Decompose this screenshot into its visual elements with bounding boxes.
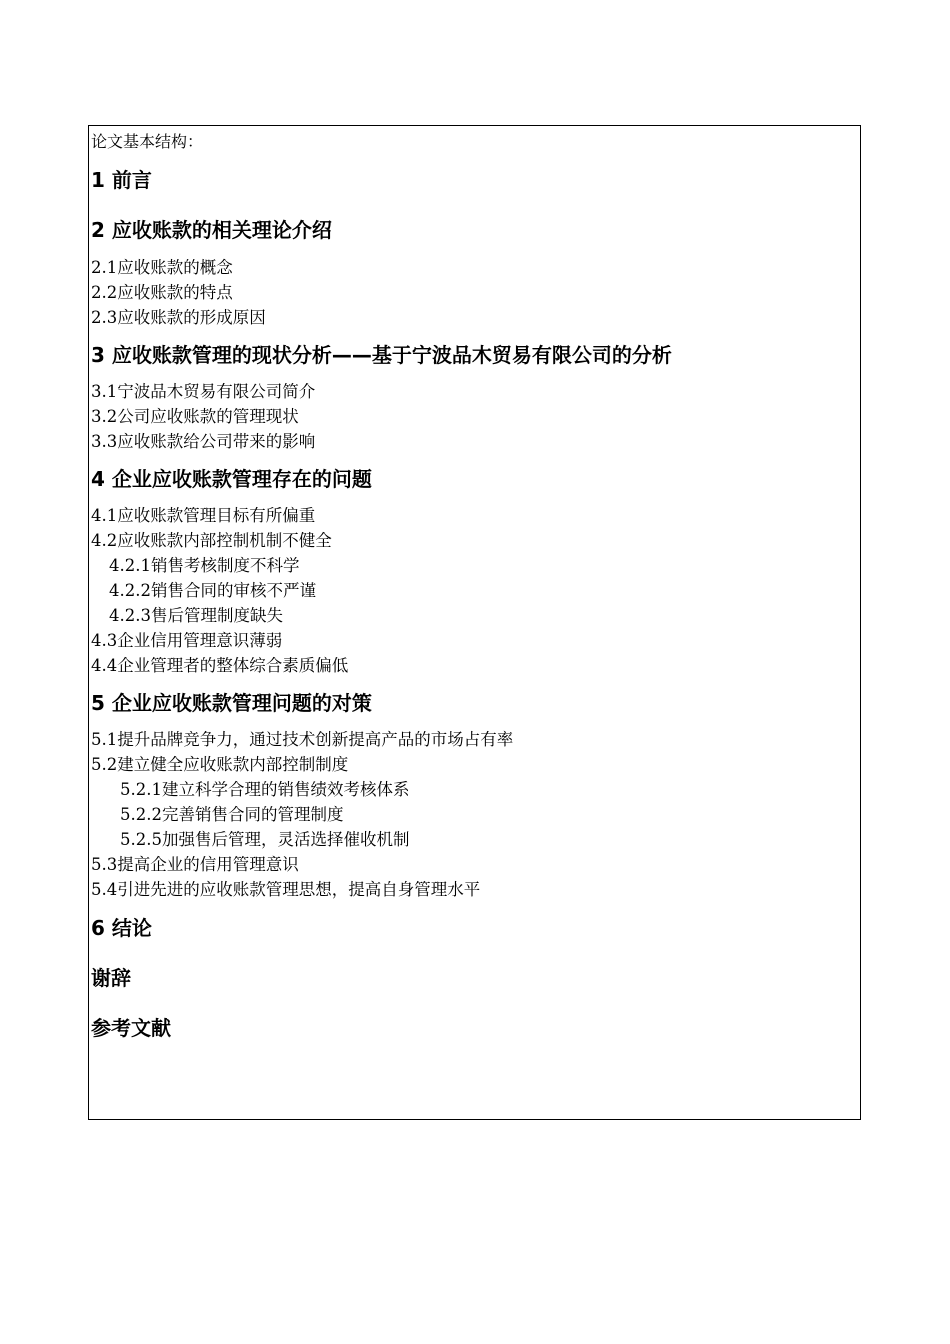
section-3-1: 3.1宁波品木贸易有限公司简介 (91, 382, 316, 401)
section-5-2-2: 5.2.2完善销售合同的管理制度 (120, 805, 344, 824)
acknowledgements-heading: 谢辞 (91, 966, 131, 990)
section-5-4: 5.4引进先进的应收账款管理思想，提高自身管理水平 (91, 880, 481, 899)
section-4-1: 4.1应收账款管理目标有所偏重 (91, 506, 316, 525)
section-4-2-2: 4.2.2销售合同的审核不严谨 (109, 581, 316, 600)
references-heading: 参考文献 (91, 1016, 171, 1040)
section-3-3: 3.3应收账款给公司带来的影响 (91, 432, 316, 451)
heading-3: 3 应收账款管理的现状分析——基于宁波品木贸易有限公司的分析 (91, 343, 672, 367)
section-5-2-5: 5.2.5加强售后管理，灵活选择催收机制 (120, 830, 410, 849)
heading-4: 4 企业应收账款管理存在的问题 (91, 467, 372, 491)
section-4-3: 4.3企业信用管理意识薄弱 (91, 631, 283, 650)
section-2-3: 2.3应收账款的形成原因 (91, 308, 266, 327)
section-4-2-3: 4.2.3售后管理制度缺失 (109, 606, 283, 625)
section-5-2-1: 5.2.1建立科学合理的销售绩效考核体系 (120, 780, 410, 799)
heading-1: 1 前言 (91, 168, 152, 192)
intro-label: 论文基本结构： (91, 132, 204, 151)
section-5-1: 5.1提升品牌竞争力，通过技术创新提高产品的市场占有率 (91, 730, 514, 749)
section-3-2: 3.2公司应收账款的管理现状 (91, 407, 299, 426)
section-4-4: 4.4企业管理者的整体综合素质偏低 (91, 656, 349, 675)
heading-2: 2 应收账款的相关理论介绍 (91, 218, 332, 242)
section-2-2: 2.2应收账款的特点 (91, 283, 233, 302)
section-4-2: 4.2应收账款内部控制机制不健全 (91, 531, 332, 550)
heading-6: 6 结论 (91, 916, 152, 940)
section-4-2-1: 4.2.1销售考核制度不科学 (109, 556, 300, 575)
section-5-2: 5.2建立健全应收账款内部控制制度 (91, 755, 349, 774)
outline-box (88, 125, 861, 1120)
section-5-3: 5.3提高企业的信用管理意识 (91, 855, 299, 874)
heading-5: 5 企业应收账款管理问题的对策 (91, 691, 372, 715)
section-2-1: 2.1应收账款的概念 (91, 258, 233, 277)
